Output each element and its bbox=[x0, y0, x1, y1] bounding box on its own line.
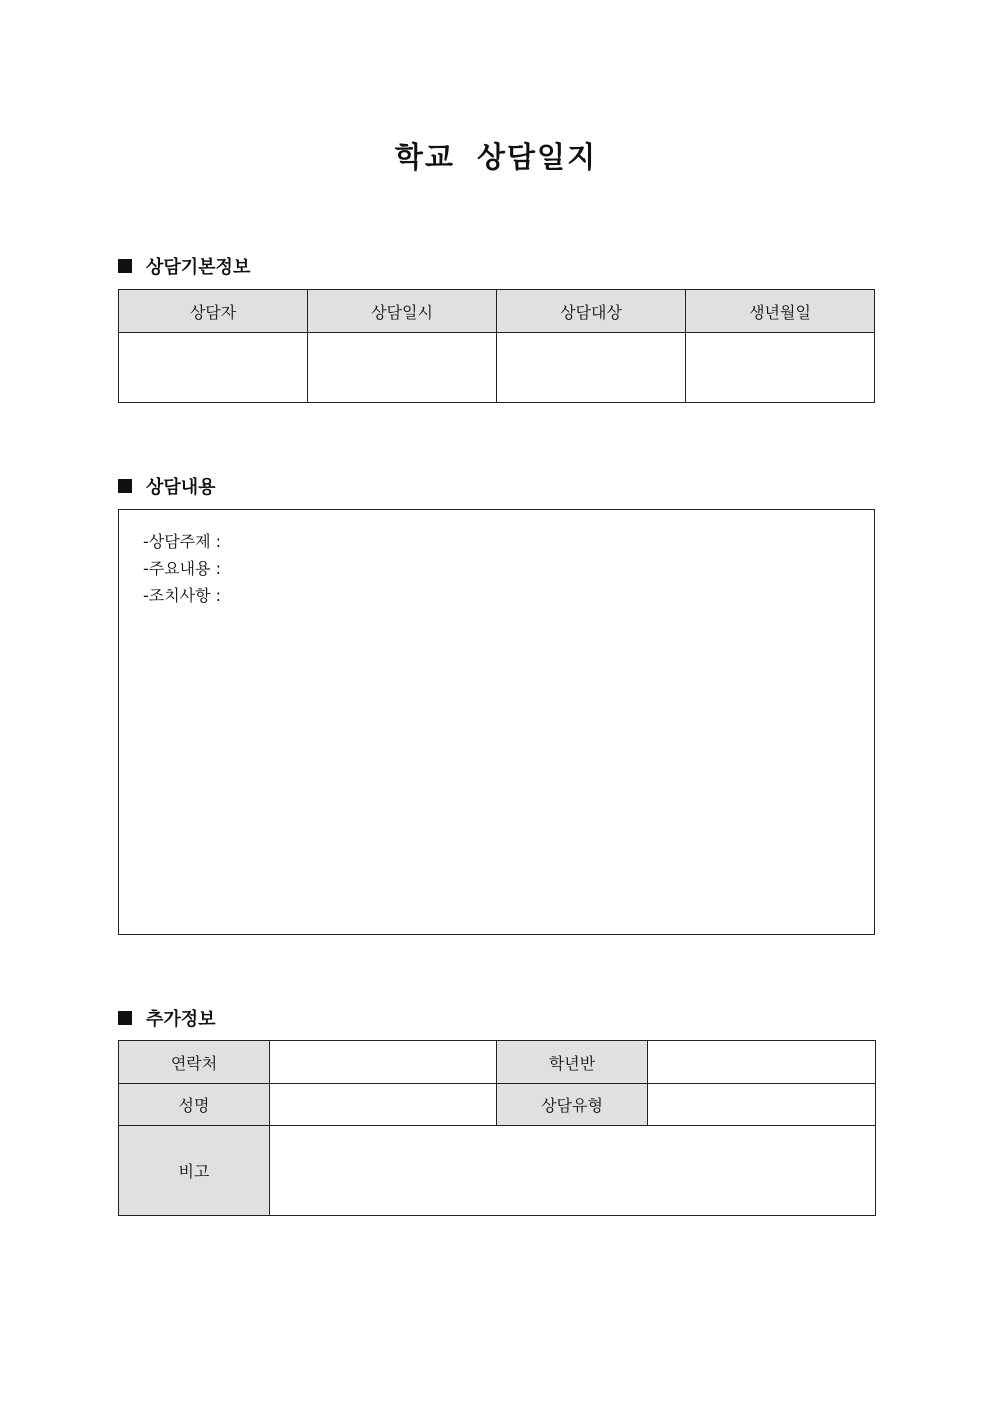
section-heading-extra bbox=[118, 1005, 216, 1031]
target-field[interactable] bbox=[497, 333, 686, 403]
extra-info-table bbox=[118, 1040, 876, 1216]
section-heading-content bbox=[118, 473, 216, 499]
square-bullet-icon bbox=[118, 259, 132, 273]
extra-row-note bbox=[119, 1126, 876, 1216]
grade-class-field[interactable] bbox=[648, 1041, 876, 1084]
basic-info-header-row bbox=[119, 290, 875, 333]
label-contact: 연락처 bbox=[119, 1041, 270, 1084]
contact-field[interactable] bbox=[270, 1041, 497, 1084]
section-heading-content-label: 상담내용 bbox=[146, 477, 216, 498]
basic-info-table bbox=[118, 289, 875, 403]
content-action-line: -조치사항 : bbox=[143, 586, 222, 605]
counseling-content-box[interactable] bbox=[118, 509, 875, 935]
extra-row-name bbox=[119, 1084, 876, 1126]
header-counselor: 상담자 bbox=[119, 290, 308, 333]
label-counsel-type: 상담유형 bbox=[497, 1084, 648, 1126]
section-heading-basic bbox=[118, 253, 250, 279]
extra-row-contact bbox=[119, 1041, 876, 1084]
counselor-field[interactable] bbox=[119, 333, 308, 403]
datetime-field[interactable] bbox=[308, 333, 497, 403]
note-field[interactable] bbox=[270, 1126, 876, 1216]
content-topic-line: -상담주제 : bbox=[143, 532, 222, 551]
basic-info-value-row bbox=[119, 333, 875, 403]
counsel-type-field[interactable] bbox=[648, 1084, 876, 1126]
section-heading-basic-label: 상담기본정보 bbox=[146, 257, 251, 278]
square-bullet-icon bbox=[118, 1011, 132, 1025]
header-target: 상담대상 bbox=[497, 290, 686, 333]
content-main-line: -주요내용 : bbox=[143, 559, 222, 578]
section-heading-extra-label: 추가정보 bbox=[146, 1009, 216, 1030]
square-bullet-icon bbox=[118, 479, 132, 493]
label-name: 성명 bbox=[119, 1084, 270, 1126]
content-lines bbox=[143, 528, 221, 609]
header-datetime: 상담일시 bbox=[308, 290, 497, 333]
name-field[interactable] bbox=[270, 1084, 497, 1126]
page-title: 학교 상담일지 bbox=[394, 140, 598, 174]
label-note: 비고 bbox=[119, 1126, 270, 1216]
birthdate-field[interactable] bbox=[686, 333, 875, 403]
label-grade-class: 학년반 bbox=[497, 1041, 648, 1084]
header-birthdate: 생년월일 bbox=[686, 290, 875, 333]
